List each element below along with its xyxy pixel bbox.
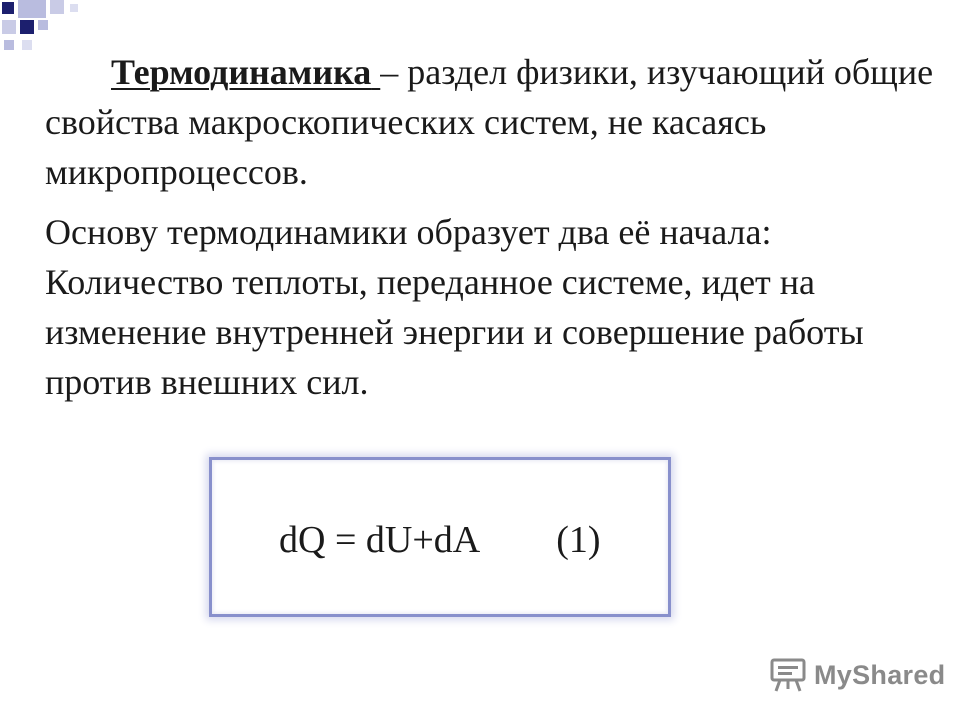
deco-square <box>2 20 16 34</box>
deco-square <box>22 40 32 50</box>
term-thermodynamics: Термодинамика <box>111 52 372 92</box>
term-trailing-space <box>371 52 380 92</box>
formula-box <box>209 457 671 617</box>
definition-dash: – <box>380 52 399 92</box>
formula-expression: dQ = dU+dA <box>279 519 481 561</box>
formula <box>279 518 601 562</box>
laws-intro: Основу термодинамики образует два её начала: <box>45 212 772 252</box>
laws-paragraph <box>45 207 935 407</box>
formula-number: (1) <box>556 519 601 561</box>
deco-square <box>38 20 48 30</box>
definition-text: раздел физики, изучающий общие свойства макроскопических систем, не касаясь микропроцессов. <box>45 52 934 192</box>
presentation-board-icon <box>768 657 808 693</box>
first-law-statement: Количество теплоты, переданное системе, идет на изменение внутренней энергии и совершение работы против внешних сил. <box>45 262 864 402</box>
definition-paragraph <box>45 47 935 197</box>
deco-square <box>4 40 14 50</box>
deco-square <box>18 0 46 18</box>
watermark-text: MyShared <box>814 659 946 690</box>
deco-square <box>50 0 64 14</box>
deco-square <box>70 4 78 12</box>
deco-square <box>20 20 34 34</box>
deco-square <box>2 2 14 14</box>
watermark <box>768 655 945 695</box>
